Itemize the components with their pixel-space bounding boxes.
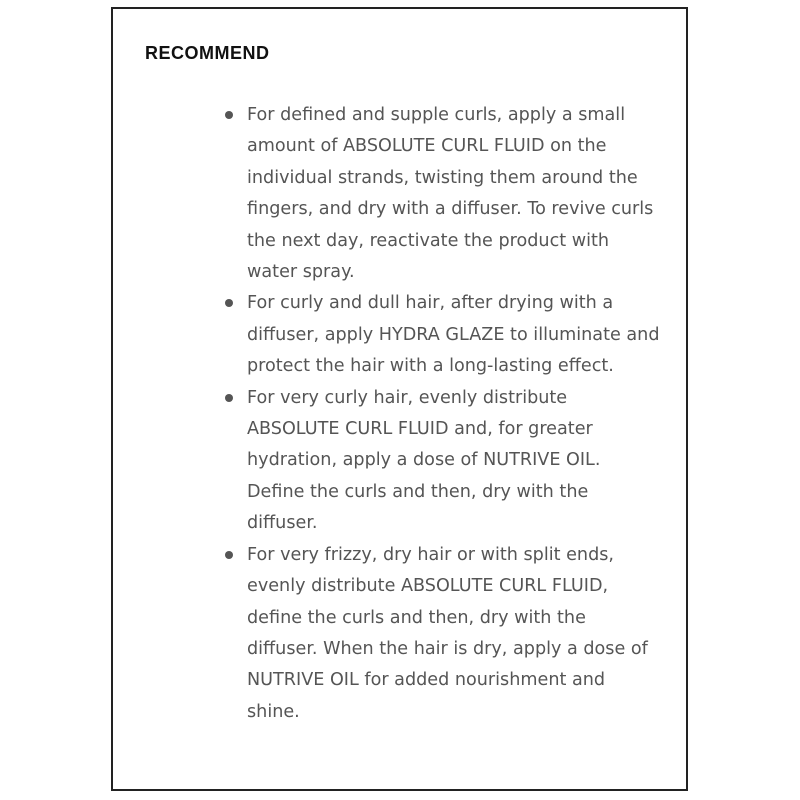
list-item-text: For defined and supple curls, apply a small amount of ABSOLUTE CURL FLUID on the individual strands, twisting them around the fingers, and dry with a diffuser. To revive curls the next day, reactivate the product with water spray. [247,105,654,283]
list-item-text: For very frizzy, dry hair or with split ends, evenly distribute ABSOLUTE CURL FLUID, define the curls and then, dry with the diffuser. When the hair is dry, apply a dose of NUTRIVE OIL for added nourishment and shine. [247,544,648,722]
bullet-icon [225,551,233,559]
list-item-text: For very curly hair, evenly distribute ABSOLUTE CURL FLUID and, for greater hydration, apply a dose of NUTRIVE OIL. Define the curls and then, dry with the diffuser. [247,387,601,534]
recommend-panel [111,7,688,791]
section-heading: RECOMMEND [145,43,270,63]
list-item-text: For curly and dull hair, after drying with a diffuser, apply HYDRA GLAZE to illuminate and protect the hair with a long-lasting effect. [247,293,660,377]
list-item [247,100,662,288]
list-item [247,540,662,728]
bullet-icon [225,299,233,307]
list-item [247,383,662,540]
bullet-icon [225,111,233,119]
bullet-icon [225,394,233,402]
list-item [247,288,662,382]
recommendation-list [247,100,662,728]
